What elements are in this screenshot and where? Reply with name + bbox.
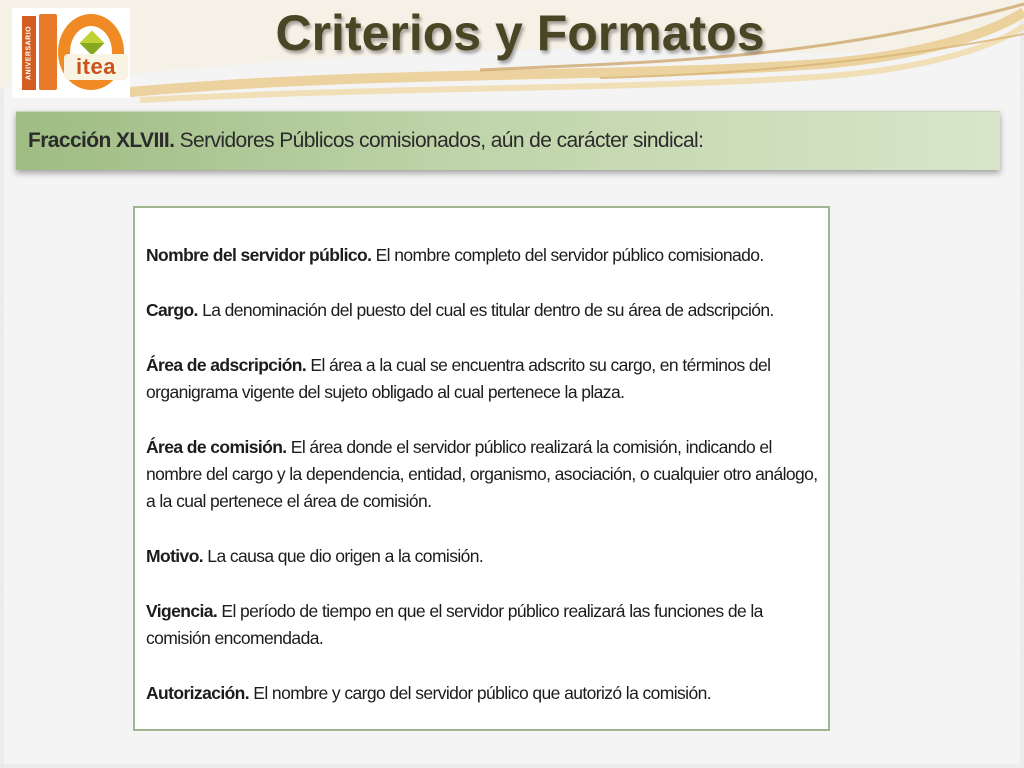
fraction-label: Fracción XLVIII. [28, 129, 175, 152]
itea-anniversary-logo [12, 8, 130, 98]
criterion-vigencia [146, 598, 818, 652]
criterion-term: Nombre del servidor público. [146, 245, 372, 265]
criterion-autorizacion [146, 680, 818, 707]
criterion-text: La denominación del puesto del cual es titular dentro de su área de adscripción. [197, 300, 774, 320]
logo-number-one [39, 14, 57, 90]
criterion-text: El área a la cual se encuentra adscrito su cargo, en términos del organigrama vigente del sujeto obligado al cual pertenece la plaza. [146, 355, 771, 402]
criterion-text: El período de tiempo en que el servidor público realizará las funciones de la comisión encomendada. [146, 601, 763, 648]
criterion-motivo [146, 543, 818, 570]
fraction-heading [28, 129, 703, 153]
fraction-description: Servidores Públicos comisionados, aún de carácter sindical: [174, 129, 704, 152]
criterion-area-adscripcion [146, 352, 818, 406]
criterion-term: Área de adscripción. [146, 355, 307, 375]
criterion-text: La causa que dio origen a la comisión. [203, 546, 484, 566]
criteria-box [133, 206, 830, 731]
fraction-banner [16, 111, 1000, 170]
criteria-list [146, 242, 818, 735]
criterion-area-comision [146, 434, 818, 515]
criterion-term: Cargo. [146, 300, 198, 320]
criterion-text: El área donde el servidor público realizará la comisión, indicando el nombre del cargo y la dependencia, entidad, organismo, asociación, o cualquier otro análogo, a la cual pertenece el área de comisión. [146, 437, 818, 511]
page-title: Criterios y Formatos [275, 5, 765, 61]
logo-word: itea [64, 54, 128, 80]
criterion-cargo [146, 297, 818, 324]
criterion-term: Vigencia. [146, 601, 218, 621]
logo-side-text: ANIVERSARIO [22, 16, 36, 90]
criterion-text: El nombre y cargo del servidor público que autorizó la comisión. [249, 683, 711, 703]
criterion-term: Autorización. [146, 683, 250, 703]
criterion-text: El nombre completo del servidor público comisionado. [371, 245, 764, 265]
criterion-term: Área de comisión. [146, 437, 287, 457]
criterion-nombre [146, 242, 818, 269]
criterion-term: Motivo. [146, 546, 204, 566]
